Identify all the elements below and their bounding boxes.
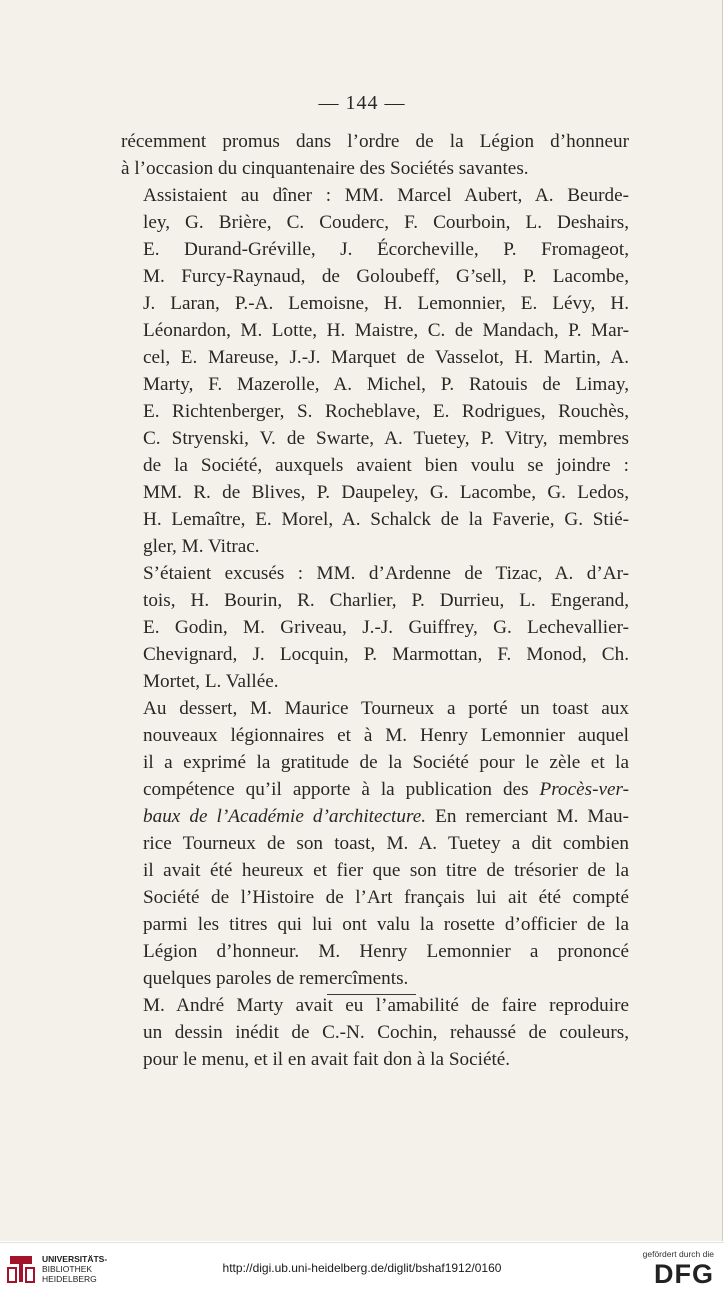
text-line: il a exprimé la gratitude de la Société pour le zèle et la xyxy=(143,752,629,773)
text-line xyxy=(121,803,629,830)
library-emblem-icon xyxy=(6,1252,36,1286)
text-line: M. Furcy-Raynaud, de Goloubeff, G’sell, P. Lacombe, xyxy=(143,266,629,287)
library-logo[interactable] xyxy=(6,1252,156,1290)
body-text xyxy=(121,128,629,1073)
text-segment: compétence qu’il apporte à la publication des xyxy=(143,779,529,800)
text-line: Assistaient au dîner : MM. Marcel Aubert, A. Beurde- xyxy=(143,185,629,206)
text-line: Société de l’Histoire de l’Art français lui ait été compté xyxy=(143,887,629,908)
text-line: Mortet, L. Vallée. xyxy=(143,671,279,692)
text-line: Légion d’honneur. M. Henry Lemonnier a prononcé xyxy=(143,941,629,962)
emblem-shape xyxy=(8,1268,16,1282)
text-line: M. André Marty avait eu l’amabilité de faire reproduire xyxy=(143,995,629,1016)
text-line: gler, M. Vitrac. xyxy=(143,536,260,557)
text-segment: En remerciant M. Mau- xyxy=(426,806,629,827)
text-line: E. Durand-Gréville, J. Écorcheville, P. Fromageot, xyxy=(143,239,629,260)
text-line: H. Lemaître, E. Morel, A. Schalck de la Faverie, G. Stié- xyxy=(143,509,629,530)
library-name-line: HEIDELBERG xyxy=(42,1274,97,1284)
paragraph-1 xyxy=(121,128,629,182)
permalink-url[interactable]: http://digi.ub.uni-heidelberg.de/diglit/bshaf1912/0160 xyxy=(222,1261,502,1275)
funding-label: gefördert durch die xyxy=(642,1249,714,1259)
text-line: C. Stryenski, V. de Swarte, A. Tuetey, P. Vitry, membres xyxy=(143,428,629,449)
dfg-logo-text: DFG xyxy=(654,1259,714,1289)
text-line: cel, E. Mareuse, J.-J. Marquet de Vasselot, H. Martin, A. xyxy=(143,347,629,368)
emblem-shape xyxy=(26,1268,34,1282)
text-line: ley, G. Brière, C. Couderc, F. Courboin, L. Deshairs, xyxy=(143,212,629,233)
book-title-part: Procès-ver- xyxy=(539,779,629,800)
book-title-part: baux de l’Académie d’architecture. xyxy=(143,806,427,827)
dfg-funding-logo[interactable] xyxy=(643,1249,714,1289)
paragraph-4 xyxy=(121,695,629,992)
page-number: — 144 — xyxy=(318,92,406,114)
paragraph-2 xyxy=(121,182,629,560)
text-line: à l’occasion du cinquantenaire des Sociétés savantes. xyxy=(121,158,529,179)
digitization-footer xyxy=(0,1242,724,1296)
text-line: rice Tourneux de son toast, M. A. Tuetey a dit combien xyxy=(143,833,629,854)
text-line: Au dessert, M. Maurice Tourneux a porté un toast aux xyxy=(143,698,629,719)
text-line: J. Laran, P.-A. Lemoisne, H. Lemonnier, E. Lévy, H. xyxy=(143,293,629,314)
text-line: Marty, F. Mazerolle, A. Michel, P. Ratouis de Limay, xyxy=(143,374,629,395)
section-divider xyxy=(327,994,416,995)
text-line: pour le menu, et il en avait fait don à la Société. xyxy=(143,1049,511,1070)
text-line: nouveaux légionnaires et à M. Henry Lemonnier auquel xyxy=(143,725,629,746)
text-line xyxy=(121,776,629,803)
text-line: E. Richtenberger, S. Rocheblave, E. Rodrigues, Rouchès, xyxy=(143,401,629,422)
text-line: E. Godin, M. Griveau, J.-J. Guiffrey, G. Lechevallier- xyxy=(143,617,629,638)
text-line: un dessin inédit de C.-N. Cochin, rehaussé de couleurs, xyxy=(143,1022,629,1043)
library-name-line: UNIVERSITÄTS- xyxy=(42,1254,108,1264)
paragraph-5 xyxy=(121,992,629,1073)
library-name xyxy=(42,1254,107,1284)
paragraph-3 xyxy=(121,560,629,695)
text-line: récemment promus dans l’ordre de la Légion d’honneur xyxy=(121,131,629,152)
text-line: il avait été heureux et fier que son titre de trésorier de la xyxy=(143,860,629,881)
text-line: quelques paroles de remercîments. xyxy=(143,968,409,989)
text-line: tois, H. Bourin, R. Charlier, P. Durrieu, L. Engerand, xyxy=(143,590,629,611)
text-line: parmi les titres qui lui ont valu la rosette d’officier de la xyxy=(143,914,629,935)
text-line: MM. R. de Blives, P. Daupeley, G. Lacombe, G. Ledos, xyxy=(143,482,629,503)
library-name-line: BIBLIOTHEK xyxy=(42,1264,93,1274)
text-line: S’étaient excusés : MM. d’Ardenne de Tizac, A. d’Ar- xyxy=(143,563,629,584)
text-line: Chevignard, J. Locquin, P. Marmottan, F. Monod, Ch. xyxy=(143,644,629,665)
text-line: de la Société, auxquels avaient bien voulu se joindre : xyxy=(143,455,629,476)
text-line: Léonardon, M. Lotte, H. Maistre, C. de Mandach, P. Mar- xyxy=(143,320,629,341)
